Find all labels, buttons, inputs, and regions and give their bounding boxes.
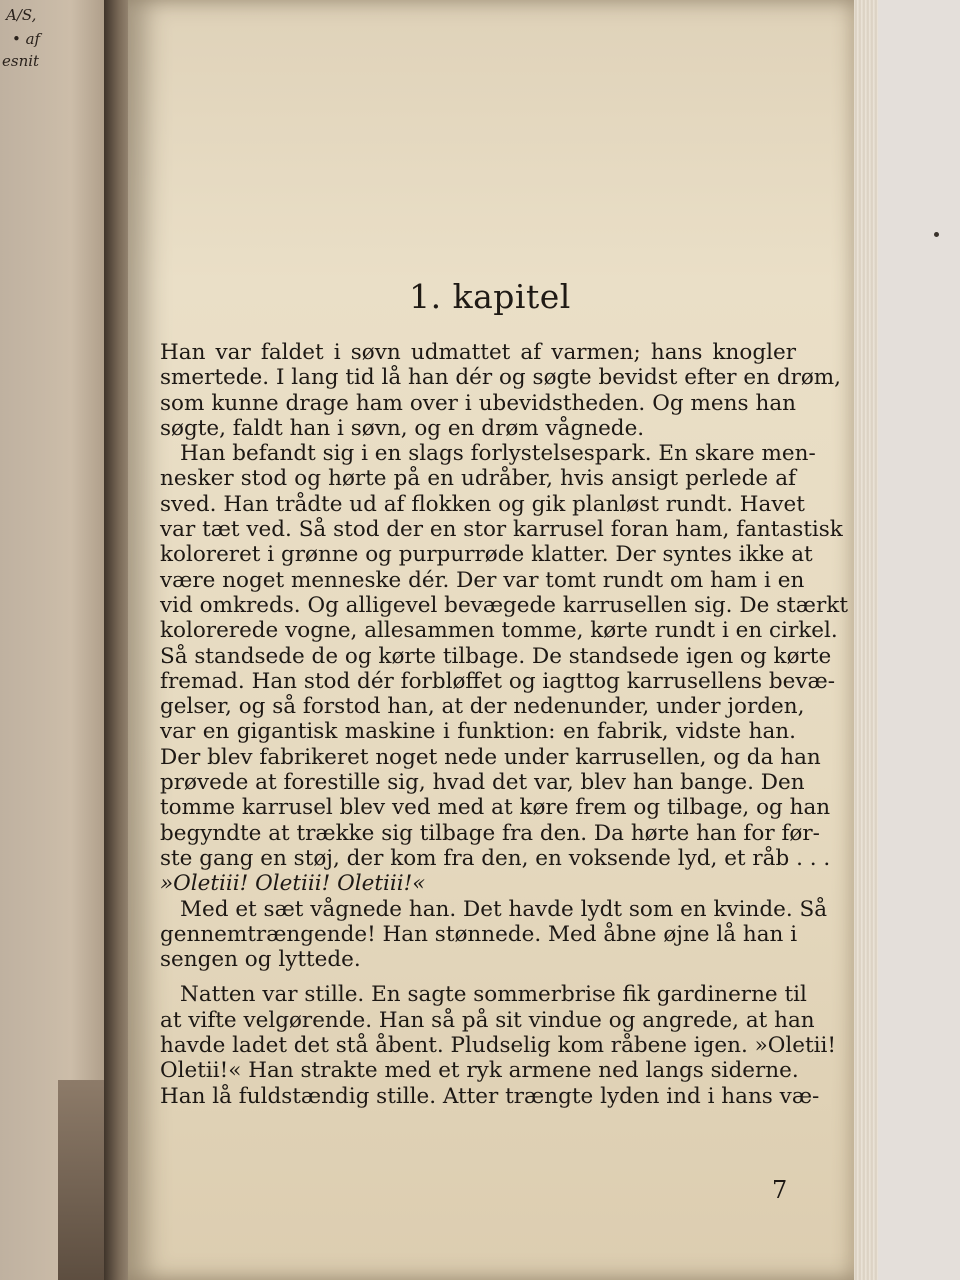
text-line: Han var faldet i søvn udmattet af varmen; hans knogler <box>160 340 796 365</box>
text-line: ste gang en støj, der kom fra den, en voksende lyd, et råb . . . <box>160 845 831 871</box>
body-text <box>160 340 848 1109</box>
text-line: at vifte velgørende. Han så på sit vindue og angrede, at han <box>160 1007 815 1033</box>
text-line: »Oletiii! Oletiii! Oletiii!« <box>160 871 426 897</box>
text-line: koloreret i grønne og purpurrøde klatter. Der syntes ikke at <box>160 542 813 568</box>
text-line: Så standsede de og kørte tilbage. De standsede igen og kørte <box>160 643 832 669</box>
text-line: Med et sæt vågnede han. Det havde lydt som en kvinde. Så <box>180 896 828 922</box>
text-line: Der blev fabrikeret noget nede under karrusellen, og da han <box>160 744 821 770</box>
left-page-fragment: esnit <box>2 52 40 70</box>
text-line: sved. Han trådte ud af flokken og gik planløst rundt. Havet <box>160 491 805 517</box>
text-line: smertede. I lang tid lå han dér og søgte bevidst efter en drøm, <box>160 365 842 391</box>
text-line: var tæt ved. Så stod der en stor karrusel foran ham, fantastisk <box>160 517 843 543</box>
text-line: søgte, faldt han i søvn, og en drøm vågnede. <box>160 415 645 441</box>
text-line: nesker stod og hørte på en udråber, hvis ansigt perlede af <box>160 466 796 492</box>
table-speck <box>934 232 939 237</box>
text-line: sengen og lyttede. <box>160 947 361 973</box>
text-line: gelser, og så forstod han, at der nedenunder, under jorden, <box>160 694 805 720</box>
left-page-fragment: A/S, <box>6 6 37 24</box>
text-line: begyndte at trække sig tilbage fra den. Da hørte han for før- <box>160 820 820 846</box>
paragraph <box>160 896 828 973</box>
page-number: 7 <box>772 1176 788 1204</box>
text-line: Natten var stille. En sagte sommerbrise fik gardinerne til <box>180 982 807 1008</box>
paragraph <box>160 982 837 1109</box>
text-line: tomme karrusel blev ved med at køre frem og tilbage, og han <box>160 795 831 821</box>
text-line: Oletii!« Han strakte med et ryk armene ned langs siderne. <box>160 1058 799 1084</box>
text-line: havde ladet det stå åbent. Pludselig kom råbene igen. »Oletii! <box>160 1033 837 1059</box>
left-page-fragment: • af <box>12 30 41 48</box>
chapter-title: 1. kapitel <box>409 277 571 316</box>
text-line: være noget menneske dér. Der var tomt rundt om ham i en <box>160 567 805 593</box>
text-line: kolorerede vogne, allesammen tomme, kørte rundt i en cirkel. <box>160 618 838 644</box>
text-line: prøvede at forestille sig, hvad det var, blev han bange. Den <box>160 770 805 796</box>
text-line: Han lå fuldstændig stille. Atter trængte lyden ind i hans væ- <box>160 1083 820 1109</box>
paragraph <box>160 340 842 441</box>
left-page <box>0 0 118 1280</box>
text-line: var en gigantisk maskine i funktion: en fabrik, vidste han. <box>160 719 796 745</box>
text-line: fremad. Han stod dér forbløffet og iagttog karrusellens bevæ- <box>160 668 836 694</box>
page-edges <box>854 0 878 1280</box>
text-line: vid omkreds. Og alligevel bevægede karrusellen sig. De stærkt <box>160 592 848 618</box>
paragraph <box>160 441 848 897</box>
text-line: gennemtrængende! Han stønnede. Med åbne øjne lå han i <box>160 921 798 947</box>
table-surface <box>878 0 960 1280</box>
text-line: som kunne drage ham over i ubevidstheden. Og mens han <box>160 390 796 416</box>
text-line: Han befandt sig i en slags forlystelsespark. En skare men- <box>180 441 816 467</box>
